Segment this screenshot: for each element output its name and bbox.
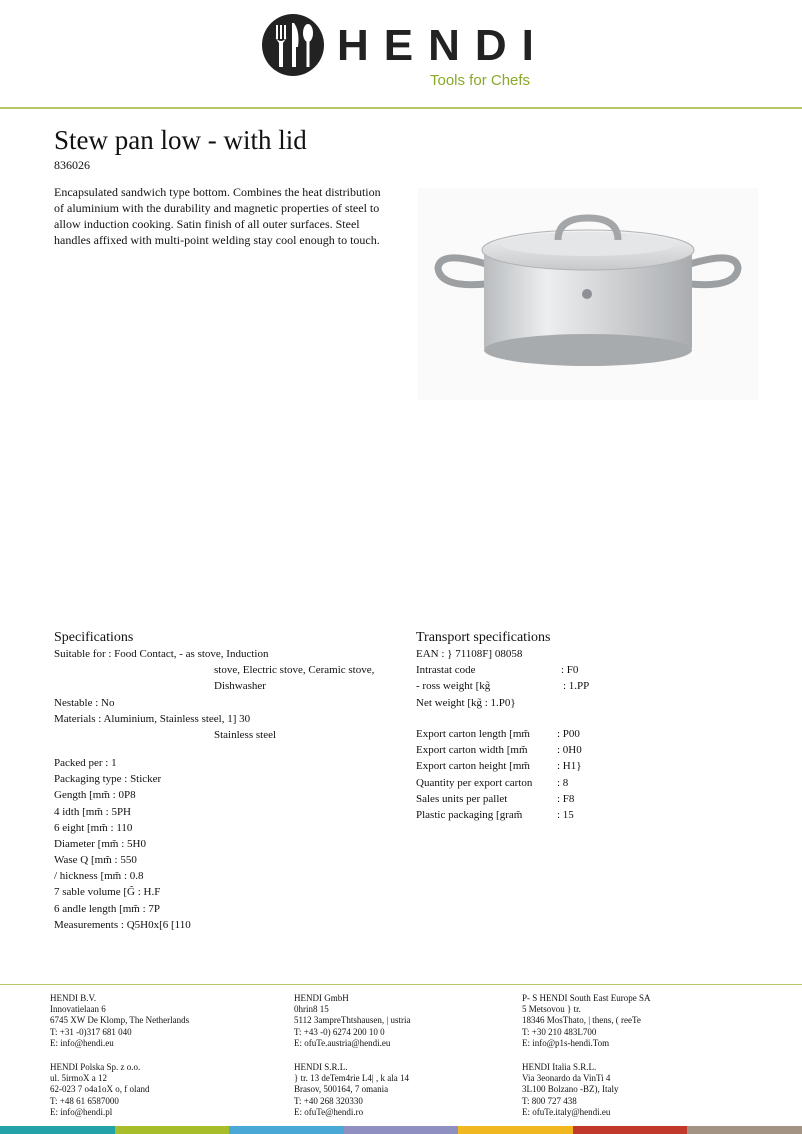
header-divider bbox=[0, 107, 802, 109]
office-phone: T: 800 727 438 bbox=[522, 1095, 577, 1106]
color-bar-segment bbox=[115, 1126, 230, 1134]
office-email: E: ofuTe.italy@hendi.eu bbox=[522, 1106, 611, 1117]
spec-nestable: Nestable : No bbox=[54, 697, 115, 709]
brand-name: HENDI bbox=[337, 21, 549, 70]
office-name: HENDI Polska Sp. z o.o. bbox=[50, 1062, 141, 1072]
spec-suitable-cont: Dishwasher bbox=[214, 680, 266, 692]
spec-suitable-cont: stove, Electric stove, Ceramic stove, bbox=[214, 664, 375, 676]
spec-base: Wase Q [mm̃ : 550 bbox=[54, 854, 137, 866]
transport-value: : 0H0 bbox=[557, 744, 582, 756]
spec-volume: 7 sable volume [G̃ : H.F bbox=[54, 886, 161, 898]
spec-width: 4 idth [mm̃ : 5PH bbox=[54, 806, 132, 818]
office-line: } tr. 13 deTem4rie L4| , k ala 14 bbox=[294, 1073, 409, 1084]
office-address bbox=[50, 993, 189, 1049]
transport-row: Intrastat code bbox=[416, 664, 476, 676]
spec-measurements: Measurements : Q5H0x[6 [110 bbox=[54, 919, 191, 931]
product-photo bbox=[418, 188, 758, 400]
footer-divider bbox=[0, 984, 802, 985]
spec-materials: Materials : Aluminium, Stainless steel, 1] 30 bbox=[54, 713, 251, 725]
office-phone: T: +43 -0) 6274 200 10 0 bbox=[294, 1026, 385, 1037]
spec-materials-cont: Stainless steel bbox=[214, 729, 277, 741]
transport-row: Export carton length [mm̃ bbox=[416, 728, 530, 740]
office-address bbox=[294, 1062, 409, 1118]
office-line: 62-023 7 o4a1oX o, f oland bbox=[50, 1084, 150, 1095]
office-line: Innovatielaan 6 bbox=[50, 1004, 106, 1015]
office-address bbox=[522, 1062, 618, 1118]
transport-value: : H1} bbox=[557, 760, 582, 772]
transport-row: Sales units per pallet bbox=[416, 793, 508, 805]
brand-tagline: Tools for Chefs bbox=[430, 72, 531, 89]
office-name: HENDI GmbH bbox=[294, 993, 349, 1003]
office-line: 18346 MosThato, | thens, ( reeTe bbox=[522, 1015, 641, 1026]
transport-row: Export carton height [mm̃ bbox=[416, 760, 530, 772]
color-bar-segment bbox=[458, 1126, 573, 1134]
transport-heading: Transport specifications bbox=[416, 630, 551, 645]
transport-value: : 15 bbox=[557, 809, 574, 821]
specifications-heading: Specifications bbox=[54, 630, 134, 645]
specifications-list bbox=[54, 646, 404, 936]
color-bar-segment bbox=[229, 1126, 344, 1134]
spec-length: Gength [mm̃ : 0P8 bbox=[54, 789, 136, 801]
office-line: 0hrin8 15 bbox=[294, 1004, 329, 1015]
color-bar-segment bbox=[0, 1126, 115, 1134]
office-email: E: info@hendi.eu bbox=[50, 1037, 114, 1048]
transport-row: Export carton width [mm̃ bbox=[416, 744, 528, 756]
product-sku: 836026 bbox=[54, 158, 90, 172]
transport-row: Net weight [kg̃ : 1.P0} bbox=[416, 697, 516, 709]
product-title: Stew pan low - with lid bbox=[54, 125, 307, 155]
transport-row: Quantity per export carton bbox=[416, 777, 533, 789]
office-line: 5112 3ampreThtshausen, | ustria bbox=[294, 1015, 411, 1026]
transport-value: : 1.PP bbox=[563, 680, 590, 692]
office-email: E: ofuTe@hendi.ro bbox=[294, 1106, 364, 1117]
office-name: HENDI S.R.L. bbox=[294, 1062, 348, 1072]
transport-value: : P00 bbox=[557, 728, 580, 740]
office-name: HENDI Italia S.R.L. bbox=[522, 1062, 597, 1072]
transport-list bbox=[416, 646, 716, 826]
spec-diameter: Diameter [mm̃ : 5H0 bbox=[54, 838, 146, 850]
spec-height: 6 eight [mm̃ : 110 bbox=[54, 822, 133, 834]
office-line: Via 3eonardo da VinTi 4 bbox=[522, 1073, 611, 1084]
color-bar-segment bbox=[573, 1126, 688, 1134]
product-description: Encapsulated sandwich type bottom. Combines the heat distribution of aluminium with the durability and magnetic properties of steel to allow induction cooking. Satin finish of all outer surfaces. Steel handles affixed with multi-point welding stay cool enough to touch. bbox=[54, 185, 381, 247]
transport-row: Plastic packaging [gram̃ bbox=[416, 809, 523, 821]
office-line: ul. 5irmoX a 12 bbox=[50, 1073, 107, 1084]
spec-thickness: / hickness [mm̃ : 0.8 bbox=[54, 870, 144, 882]
office-name: HENDI B.V. bbox=[50, 993, 97, 1003]
spec-handle: 6 andle length [mm̃ : 7P bbox=[54, 903, 161, 915]
office-address bbox=[294, 993, 410, 1049]
office-line: 6745 XW De Klomp, The Netherlands bbox=[50, 1015, 190, 1026]
office-line: 3L100 Bolzano -BZ), Italy bbox=[522, 1084, 619, 1095]
office-address bbox=[522, 993, 651, 1049]
office-address bbox=[50, 1062, 149, 1118]
spec-suitable: Suitable for : Food Contact, - as stove, Induction bbox=[54, 648, 269, 660]
office-name: P- S HENDI South East Europe SA bbox=[522, 993, 651, 1003]
office-line: 5 Metsovou } tr. bbox=[522, 1004, 581, 1015]
color-bar-segment bbox=[344, 1126, 459, 1134]
office-email: E: info@hendi.pl bbox=[50, 1106, 113, 1117]
footer-color-bar bbox=[0, 1126, 802, 1134]
color-bar-segment bbox=[687, 1126, 802, 1134]
spec-packed-per: Packed per : 1 bbox=[54, 757, 117, 769]
office-phone: T: +30 210 483L700 bbox=[522, 1026, 597, 1037]
office-email: E: ofuTe.austria@hendi.eu bbox=[294, 1037, 391, 1048]
office-line: Brasov, 500164, 7 omania bbox=[294, 1084, 389, 1095]
transport-row: - ross weight [kg̃ bbox=[416, 680, 491, 692]
spec-packaging-type: Packaging type : Sticker bbox=[54, 773, 162, 785]
transport-value: : F0 bbox=[561, 664, 579, 676]
transport-value: : 8 bbox=[557, 777, 569, 789]
office-email: E: info@p1s-hendi.Tom bbox=[522, 1037, 610, 1048]
office-phone: T: +48 61 6587000 bbox=[50, 1095, 119, 1106]
transport-ean: EAN : } 71108F] 08058 bbox=[416, 648, 523, 660]
hendi-logo-icon bbox=[261, 13, 325, 77]
office-phone: T: +31 -0)317 681 040 bbox=[50, 1026, 132, 1037]
office-phone: T: +40 268 320330 bbox=[294, 1095, 363, 1106]
transport-value: : F8 bbox=[557, 793, 575, 805]
